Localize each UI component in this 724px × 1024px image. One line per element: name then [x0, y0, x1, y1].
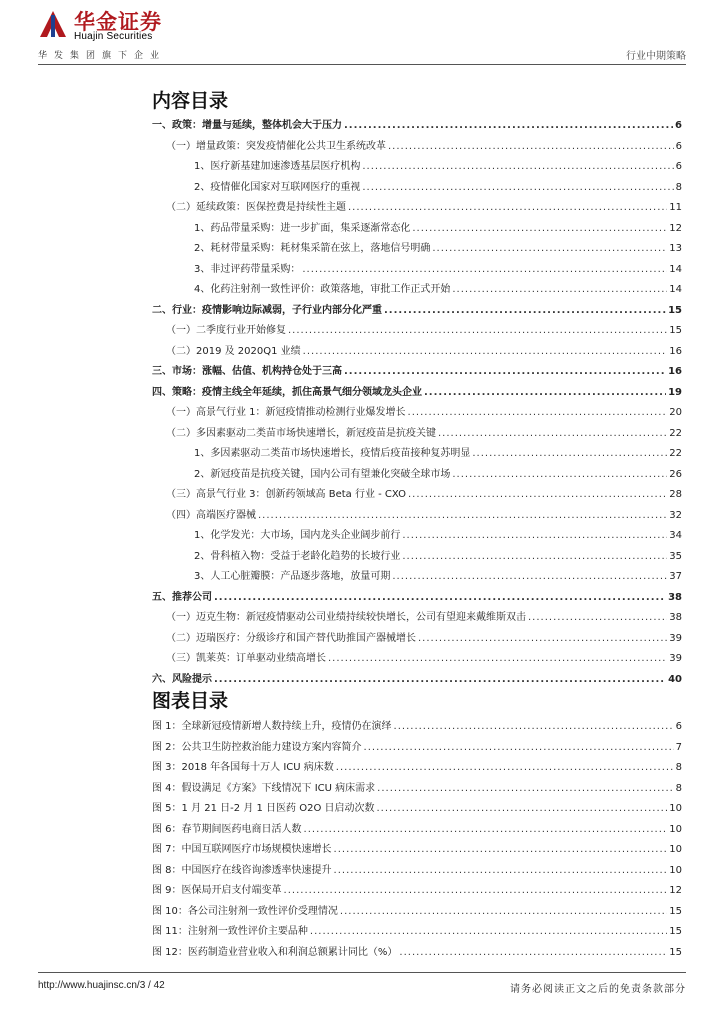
toc-entry[interactable] — [152, 629, 682, 650]
entry-label: 1、医疗新基建加速渗透基层医疗机构 — [194, 161, 361, 172]
entry-label: （二）延续政策：医保控费是持续性主题 — [166, 202, 346, 213]
entry-label: 图 8：中国医疗在线咨询渗透率快速提升 — [152, 864, 332, 876]
leader-dots — [364, 742, 674, 753]
leader-dots — [284, 885, 668, 896]
leader-dots — [452, 469, 667, 480]
entry-page-number: 26 — [669, 468, 682, 480]
entry-label: 图 11：注射剂一致性评价主要品种 — [152, 926, 308, 937]
entry-page-number: 22 — [669, 427, 682, 439]
logo-english-name: Huajin Securities — [74, 31, 153, 42]
entry-page-number: 32 — [669, 509, 682, 521]
toc-entry[interactable] — [152, 485, 682, 506]
figure-entry[interactable] — [152, 779, 682, 800]
leader-dots — [348, 202, 667, 213]
leader-dots — [432, 243, 667, 254]
entry-label: 二、行业：疫情影响边际减弱，子行业内部分化严重 — [152, 304, 382, 316]
entry-page-number: 10 — [669, 823, 682, 835]
entry-label: 2、新冠疫苗是抗疫关键，国内公司有望兼化突破全球市场 — [194, 468, 451, 480]
toc-entry[interactable] — [152, 506, 682, 527]
leader-dots — [402, 551, 667, 562]
footer-divider — [38, 972, 686, 973]
entry-page-number: 15 — [668, 304, 682, 316]
entry-label: 三、市场：涨幅、估值、机构持仓处于三高 — [152, 366, 342, 377]
toc-entry[interactable] — [152, 321, 682, 342]
leader-dots — [394, 721, 674, 732]
entry-page-number: 14 — [669, 263, 682, 275]
toc-entry[interactable] — [152, 198, 682, 219]
figure-entry[interactable] — [152, 902, 682, 923]
leader-dots — [408, 489, 667, 500]
entry-label: 图 7：中国互联网医疗市场规模快速增长 — [152, 844, 332, 855]
entry-label: 1、化学发光：大市场，国内龙头企业阔步前行 — [194, 530, 401, 541]
entry-page-number: 8 — [675, 181, 682, 193]
entry-label: 一、政策：增量与延续，整体机会大于压力 — [152, 120, 342, 131]
toc-entry[interactable] — [152, 608, 682, 629]
entry-page-number: 7 — [675, 741, 682, 753]
entry-label: （一）迈克生物：新冠疫情驱动公司业绩持续较快增长，公司有望迎来戴维斯双击 — [166, 612, 526, 623]
entry-label: （四）高端医疗器械 — [166, 509, 256, 521]
leader-dots — [392, 571, 667, 582]
entry-label: 五、推荐公司 — [152, 591, 212, 603]
entry-label: （二）多因素驱动二类苗市场快速增长，新冠疫苗是抗疫关键 — [166, 427, 436, 439]
entry-page-number: 16 — [669, 345, 682, 357]
toc-entry[interactable] — [152, 465, 682, 486]
toc-entry[interactable] — [152, 444, 682, 465]
entry-label: 2、骨科植入物：受益于老龄化趋势的长坡行业 — [194, 550, 401, 562]
leader-dots — [399, 947, 667, 958]
entry-page-number: 15 — [669, 946, 682, 958]
report-type: 行业中期策略 — [626, 51, 686, 62]
leader-dots — [344, 366, 666, 377]
leader-dots — [377, 803, 668, 814]
toc-entry[interactable] — [152, 137, 682, 158]
leader-dots — [304, 824, 668, 835]
toc-entry[interactable] — [152, 342, 682, 363]
figure-entry[interactable] — [152, 717, 682, 738]
toc-entry[interactable] — [152, 567, 682, 588]
figure-entry[interactable] — [152, 820, 682, 841]
entry-label: 4、化药注射剂一致性评价：政策落地，审批工作正式开始 — [194, 284, 451, 295]
logo-chinese-name: 华金证券 — [74, 10, 162, 34]
entry-page-number: 10 — [669, 803, 682, 814]
page-header — [0, 0, 724, 70]
entry-page-number: 6 — [675, 161, 682, 172]
toc-entry[interactable] — [152, 157, 682, 178]
entry-label: 1、药品带量采购：进一步扩面，集采逐渐常态化 — [194, 222, 411, 234]
leader-dots — [362, 182, 673, 193]
entry-label: （三）高景气行业 3：创新药领域高 Beta 行业 - CXO — [166, 489, 406, 500]
entry-label: （二）2019 及 2020Q1 业绩 — [166, 345, 301, 357]
toc-entry[interactable] — [152, 260, 682, 281]
figure-entry[interactable] — [152, 922, 682, 943]
leader-dots — [418, 633, 667, 644]
entry-page-number: 35 — [669, 550, 682, 562]
entry-page-number: 8 — [675, 762, 682, 773]
entry-label: 2、疫情催化国家对互联网医疗的重视 — [194, 181, 361, 193]
entry-label: 图 5：1 月 21 日-2 月 1 日医药 O2O 日启动次数 — [152, 803, 375, 814]
leader-dots — [472, 448, 667, 459]
toc-title: 内容目录 — [152, 90, 229, 112]
entry-label: 3、非过评药带量采购： — [194, 263, 301, 275]
leader-dots — [214, 592, 666, 603]
header-divider — [38, 64, 686, 65]
toc-entry[interactable] — [152, 547, 682, 568]
figure-entry[interactable] — [152, 861, 682, 882]
entry-label: 1、多因素驱动二类苗市场快速增长，疫情后疫苗接种复苏明显 — [194, 448, 471, 459]
entry-page-number: 28 — [669, 489, 682, 500]
toc-entry[interactable] — [152, 219, 682, 240]
figure-entry[interactable] — [152, 840, 682, 861]
entry-page-number: 39 — [669, 632, 682, 644]
toc-entry[interactable] — [152, 588, 682, 609]
entry-page-number: 8 — [675, 782, 682, 794]
toc-entry[interactable] — [152, 383, 682, 404]
leader-dots — [340, 906, 667, 917]
toc-entry[interactable] — [152, 670, 682, 691]
leader-dots — [336, 762, 674, 773]
entry-page-number: 38 — [669, 612, 682, 623]
leader-dots — [310, 926, 667, 937]
entry-page-number: 10 — [669, 864, 682, 876]
entry-page-number: 38 — [668, 591, 682, 603]
entry-label: （一）增量政策：突发疫情催化公共卫生系统改革 — [166, 140, 386, 152]
leader-dots — [377, 783, 673, 794]
footer-url-page[interactable]: http://www.huajinsc.cn/3 / 42 — [38, 980, 165, 991]
entry-label: 3、人工心脏瓣膜：产品逐步落地，放量可期 — [194, 571, 391, 582]
entry-label: （三）凯莱英：订单驱动业绩高增长 — [166, 653, 326, 664]
leader-dots — [334, 844, 668, 855]
leader-dots — [388, 141, 674, 152]
toc-entry[interactable] — [152, 178, 682, 199]
entry-page-number: 14 — [669, 284, 682, 295]
figures-title: 图表目录 — [152, 690, 229, 712]
entry-page-number: 39 — [669, 653, 682, 664]
entry-label: 图 4：假设满足《方案》下线情况下 ICU 病床需求 — [152, 782, 376, 794]
leader-dots — [302, 264, 667, 275]
entry-page-number: 6 — [675, 140, 682, 152]
entry-page-number: 19 — [668, 386, 682, 398]
leader-dots — [424, 387, 666, 398]
huajin-logo-icon — [38, 9, 68, 39]
entry-page-number: 10 — [669, 844, 682, 855]
entry-label: （一）高景气行业 1：新冠疫情推动检测行业爆发增长 — [166, 407, 406, 418]
toc-entry[interactable] — [152, 301, 682, 322]
company-subtitle: 华发集团旗下企业 — [38, 51, 167, 61]
entry-page-number: 15 — [669, 905, 682, 917]
leader-dots — [344, 120, 673, 131]
figure-entry[interactable] — [152, 738, 682, 759]
figure-entry[interactable] — [152, 943, 682, 964]
toc-entry[interactable] — [152, 280, 682, 301]
entry-page-number: 11 — [669, 202, 682, 213]
entry-page-number: 13 — [669, 243, 682, 254]
toc-entry[interactable] — [152, 239, 682, 260]
leader-dots — [528, 612, 667, 623]
entry-page-number: 15 — [669, 926, 682, 937]
toc-entry[interactable] — [152, 403, 682, 424]
leader-dots — [288, 325, 667, 336]
entry-page-number: 40 — [668, 673, 682, 685]
entry-page-number: 20 — [669, 407, 682, 418]
entry-label: 图 10：各公司注射剂一致性评价受理情况 — [152, 905, 338, 917]
toc-entry[interactable] — [152, 362, 682, 383]
figures-list — [152, 717, 682, 963]
leader-dots — [258, 510, 667, 521]
entry-label: 图 2：公共卫生防控救治能力建设方案内容简介 — [152, 741, 362, 753]
entry-label: 图 6：春节期间医药电商日活人数 — [152, 823, 302, 835]
leader-dots — [214, 674, 666, 685]
entry-label: （一）二季度行业开始修复 — [166, 325, 286, 336]
leader-dots — [384, 305, 666, 316]
entry-label: （二）迈瑞医疗：分级诊疗和国产替代助推国产器械增长 — [166, 632, 416, 644]
entry-page-number: 12 — [669, 222, 682, 234]
leader-dots — [328, 653, 667, 664]
toc-entry[interactable] — [152, 424, 682, 445]
leader-dots — [412, 223, 667, 234]
entry-label: 四、策略：疫情主线全年延续，抓住高景气细分领域龙头企业 — [152, 386, 422, 398]
figure-entry[interactable] — [152, 758, 682, 779]
entry-page-number: 22 — [669, 448, 682, 459]
entry-label: 六、风险提示 — [152, 673, 212, 685]
leader-dots — [362, 161, 673, 172]
entry-page-number: 12 — [669, 885, 682, 896]
leader-dots — [452, 284, 667, 295]
figure-entry[interactable] — [152, 799, 682, 820]
toc-entry[interactable] — [152, 526, 682, 547]
leader-dots — [334, 865, 668, 876]
toc-entry[interactable] — [152, 116, 682, 137]
entry-page-number: 6 — [675, 120, 682, 131]
entry-label: 图 12：医药制造业营业收入和利润总额累计同比（%） — [152, 946, 398, 958]
footer-disclaimer: 请务必阅读正文之后的免责条款部分 — [510, 984, 686, 995]
entry-label: 图 1：全球新冠疫情新增人数持续上升，疫情仍在演绎 — [152, 721, 392, 732]
leader-dots — [303, 346, 668, 357]
entry-page-number: 15 — [669, 325, 682, 336]
entry-page-number: 6 — [675, 721, 682, 732]
leader-dots — [408, 407, 668, 418]
toc-list — [152, 116, 682, 690]
entry-label: 2、耗材带量采购：耗材集采箭在弦上，落地信号明确 — [194, 243, 431, 254]
entry-page-number: 16 — [668, 366, 682, 377]
toc-entry[interactable] — [152, 649, 682, 670]
leader-dots — [438, 428, 667, 439]
entry-page-number: 37 — [669, 571, 682, 582]
entry-page-number: 34 — [669, 530, 682, 541]
entry-label: 图 3：2018 年各国每十万人 ICU 病床数 — [152, 762, 334, 773]
leader-dots — [402, 530, 667, 541]
figure-entry[interactable] — [152, 881, 682, 902]
entry-label: 图 9：医保局开启支付端变革 — [152, 885, 282, 896]
